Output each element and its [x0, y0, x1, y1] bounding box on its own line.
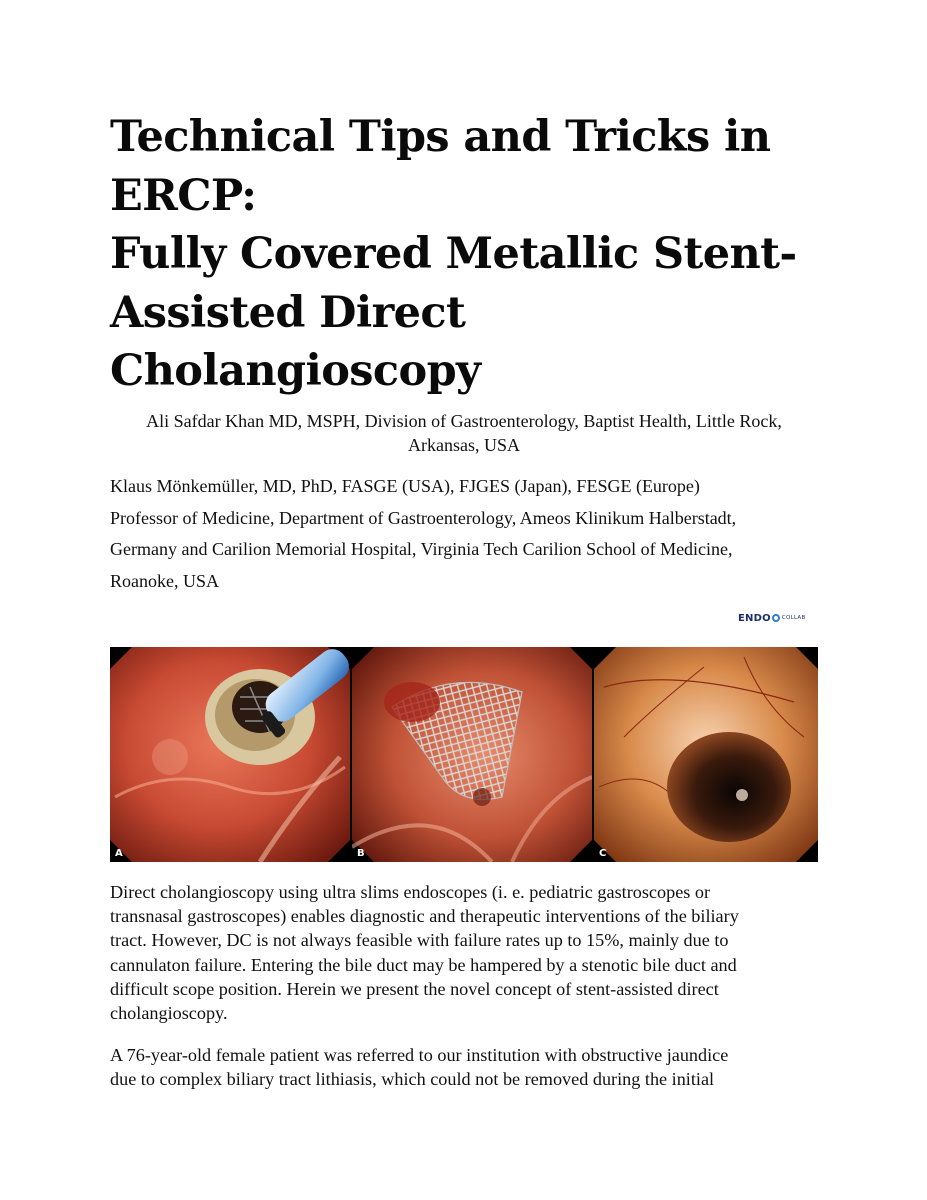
paragraph-line: difficult scope position. Herein we present the novel concept of stent-assisted direct: [110, 978, 719, 999]
panel-label-a: A: [115, 848, 123, 859]
title-line: Cholangioscopy: [110, 346, 481, 396]
article-title: [110, 108, 830, 401]
title-line: Technical Tips and Tricks in: [110, 112, 771, 162]
title-line: Assisted Direct: [110, 287, 466, 338]
paragraph-line: A 76-year-old female patient was referred to our institution with obstructive jaundice: [110, 1045, 729, 1065]
logo-text: ENDO: [738, 612, 771, 624]
author-line: Arkansas, USA: [408, 435, 520, 455]
author-line: Klaus Mönkemüller, MD, PhD, FASGE (USA), FJGES (Japan), FESGE (Europe): [110, 476, 700, 496]
body-paragraph-2: [110, 1043, 828, 1091]
paragraph-line: due to complex biliary tract lithiasis, which could not be removed during the initial: [110, 1069, 715, 1090]
paragraph-line: cannulaton failure. Entering the bile duct may be hampered by a stenotic bile duct and: [110, 954, 737, 975]
paragraph-line: tract. However, DC is not always feasible with failure rates up to 15%, mainly due to: [110, 930, 729, 951]
author-line: Professor of Medicine, Department of Gastroenterology, Ameos Klinikum Halberstadt,: [110, 507, 737, 528]
author-line: Roanoke, USA: [110, 570, 219, 591]
logo-subtext: COLLAB: [781, 615, 806, 621]
cholangioscopy-image-c: [594, 647, 818, 862]
title-line: ERCP:: [110, 170, 257, 221]
author-affiliation-2: [110, 471, 830, 597]
figure-panel-b: [352, 647, 592, 862]
paragraph-line: transnasal gastroscopes) enables diagnostic and therapeutic interventions of the biliary: [110, 906, 739, 927]
endocollab-logo: [738, 611, 806, 625]
title-line: Fully Covered Metallic Stent-: [110, 229, 797, 279]
paragraph-line: cholangioscopy.: [110, 1003, 228, 1024]
endoscopy-image-b: [352, 647, 592, 862]
figure-panel-c: [594, 647, 818, 862]
author-line: Ali Safdar Khan MD, MSPH, Division of Gastroenterology, Baptist Health, Little Rock,: [146, 411, 782, 431]
panel-label-c: C: [599, 848, 607, 859]
endoscopy-figure: [110, 647, 818, 862]
endoscopy-image-a: [110, 647, 350, 862]
paragraph-line: Direct cholangioscopy using ultra slims endoscopes (i. e. pediatric gastroscopes or: [110, 882, 711, 902]
figure-panel-a: [110, 647, 350, 862]
logo-ring-icon: [772, 614, 780, 622]
author-affiliation-1: [110, 409, 818, 457]
author-line: Germany and Carilion Memorial Hospital, Virginia Tech Carilion School of Medicine,: [110, 539, 733, 559]
body-paragraph-1: [110, 880, 828, 1025]
panel-label-b: B: [357, 848, 365, 859]
